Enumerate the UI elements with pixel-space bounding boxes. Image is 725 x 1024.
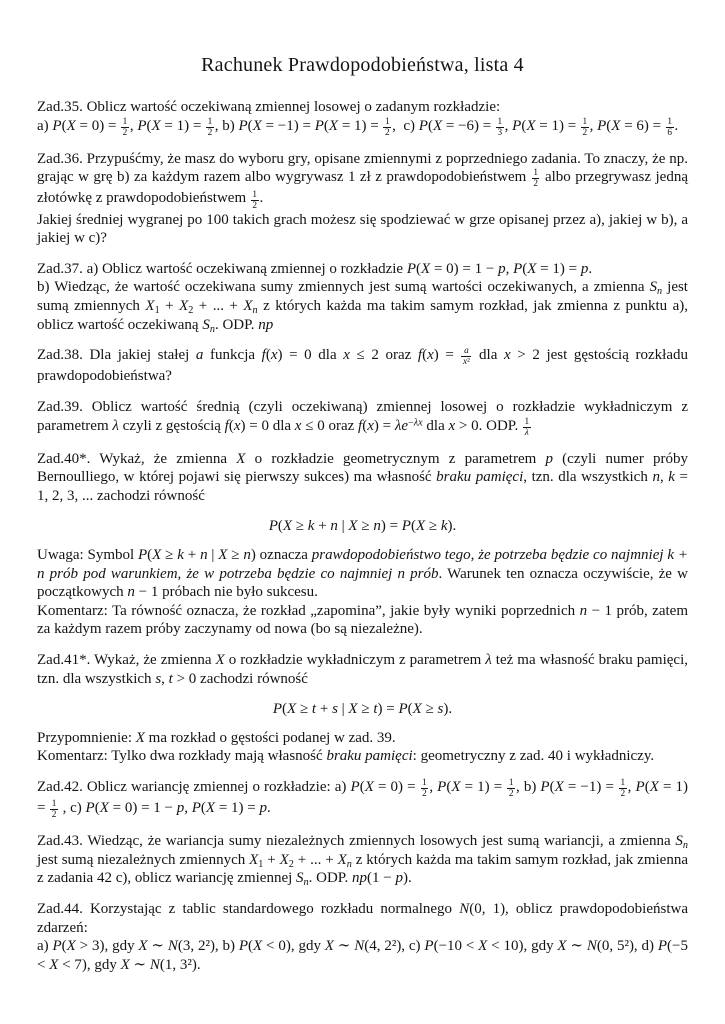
problem-zad44: Zad.44. Korzystając z tablic standardowego rozkładu normalnego N(0, 1), oblicz prawdopodobieństwa zdarzeń: a) P(X > 3), gdy X ∼ N(3, 2²), b) P(X < 0), gdy X ∼ N(4, 2²), c) P(−10 < X < 10), gdy X ∼ N(0, 5²), d) P(−5 < X < 7), gdy X ∼ N(1, 3²). bbox=[37, 901, 689, 973]
zad40-display-equation: P(X ≥ k + n | X ≥ n) = P(X ≥ k). bbox=[268, 518, 457, 535]
page-title: Rachunek Prawdopodobieństwa, lista 4 bbox=[201, 54, 524, 76]
zad41-display-equation: P(X ≥ t + s | X ≥ t) = P(X ≥ s). bbox=[272, 701, 453, 718]
problem-zad35: Zad.35. Oblicz wartość oczekiwaną zmiennej losowej o zadanym rozkładzie: a) P(X = 0) = $\frac{1}{2}$ , P(X = 1) = $\frac{1}{2}$ , b) P(X = −1) = P(X = 1) = $\frac{1}{2}$ , c) P(X = −6) = $\frac{1}{3}$ , P(X = 1) = $\frac{1}{2}$ , P(X = 6) = $\frac{1}{6}$ . bbox=[37, 99, 679, 138]
problem-zad40-uwaga: Uwaga: Symbol P(X ≥ k + n | X ≥ n) oznacza prawdopodobieństwo tego, że potrzeba będzie co najmniej k + n prób pod warunkiem, że w potrzeba będzie co najmniej n prób. Warunek ten oznacza oczywiście, że w początkowych n − 1 próbach nie było sukcesu. Komentarz: Ta równość oznacza, że rozkład „zapomina”, jakie były wyniki poprzednich n − 1 prób, zatem za każdym razem próby zaczynamy od nowa (bo są niezależne). bbox=[37, 547, 688, 638]
problem-zad40-intro: Zad.40*. Wykaż, że zmienna X o rozkładzie geometrycznym z parametrem p (czyli numer próby Bernoulliego, w której pojawi się pierwszy sukces) ma własność braku pamięci, tzn. dla wszystkich n, k = 1, 2, 3, ... zachodzi równość bbox=[37, 450, 689, 504]
problem-zad41-notes: Przypomnienie: X ma rozkład o gęstości podanej w zad. 39. Komentarz: Tylko dwa rozkłady mają własność braku pamięci: geometryczny z zad. 40 i wykładniczy. bbox=[37, 729, 655, 765]
problem-zad41-intro: Zad.41*. Wykaż, że zmienna X o rozkładzie wykładniczym z parametrem λ też ma własność braku pamięci, tzn. dla wszystkich s, t > 0 zachodzi równość bbox=[37, 651, 688, 687]
problem-zad43: Zad.43. Wiedząc, że wariancja sumy niezależnych zmiennych losowych jest sumą wariancji, a zmienna $S_n$ jest sumą niezależnych zmiennych $X_1 + X_2$ + ... + $X_n$ z których każda ma takim samym rozkład, jak zmienna z zadania 42 c), oblicz wariancję zmiennej $S_n$. ODP. np(1 − p). bbox=[37, 833, 688, 889]
problem-zad42: Zad.42. Oblicz wariancję zmiennej o rozkładzie: a) P(X = 0) = $\frac{1}{2}$ , P(X = 1) = $\frac{1}{2}$ , b) P(X = −1) = $\frac{1}{2}$ , P(X = 1) = $\frac{1}{2}$ , c) P(X = 0) = 1 − p, P(X = 1) = p. bbox=[37, 778, 689, 821]
problem-zad37: Zad.37. a) Oblicz wartość oczekiwaną zmiennej o rozkładzie P(X = 0) = 1 − p, P(X = 1) = p. b) Wiedząc, że wartość oczekiwana sumy zmiennych jest sumą wartości oczekiwanych, a zmienna $S_n$ jest sumą zmiennych $X_1 + X_2$ + ... + $X_n$ z których każda ma takim samym rozkład, jak zmienna z punktu a), oblicz wartość oczekiwaną $S_n$. ODP. np bbox=[37, 260, 688, 335]
problem-zad39: Zad.39. Oblicz wartość średnią (czyli oczekiwaną) zmiennej losowej o rozkładzie wykładniczym z parametrem λ czyli z gęstością f(x) = 0 dla x ≤ 0 oraz $f(x) = \lambda e^{-\lambda x}$ dla x > 0. ODP. $\frac{1}{\lambda}$ bbox=[37, 398, 688, 438]
problem-zad38: Zad.38. Dla jakiej stałej a funkcja f(x) = 0 dla x ≤ 2 oraz f(x) = $\frac{a}{\text{x²}}$ dla x > 2 jest gęstością rozkładu prawdopodobieństwa? bbox=[37, 346, 688, 385]
problem-zad36: Zad.36. Przypuśćmy, że masz do wyboru gry, opisane zmiennymi z poprzedniego zadania. To znaczy, że np. grając w grę b) za każdym razem albo wygrywasz 1 zł z prawdopodobieństwem $\frac{1}{2}$ albo przegrywasz jedną złotówkę z prawdopodobieństwem $\frac{1}{2}$ . Jakiej średniej wygranej po 100 takich grach możesz się spodziewać w grze opisanej przez a), jakiej w b), a jakiej w c)? bbox=[37, 150, 688, 247]
